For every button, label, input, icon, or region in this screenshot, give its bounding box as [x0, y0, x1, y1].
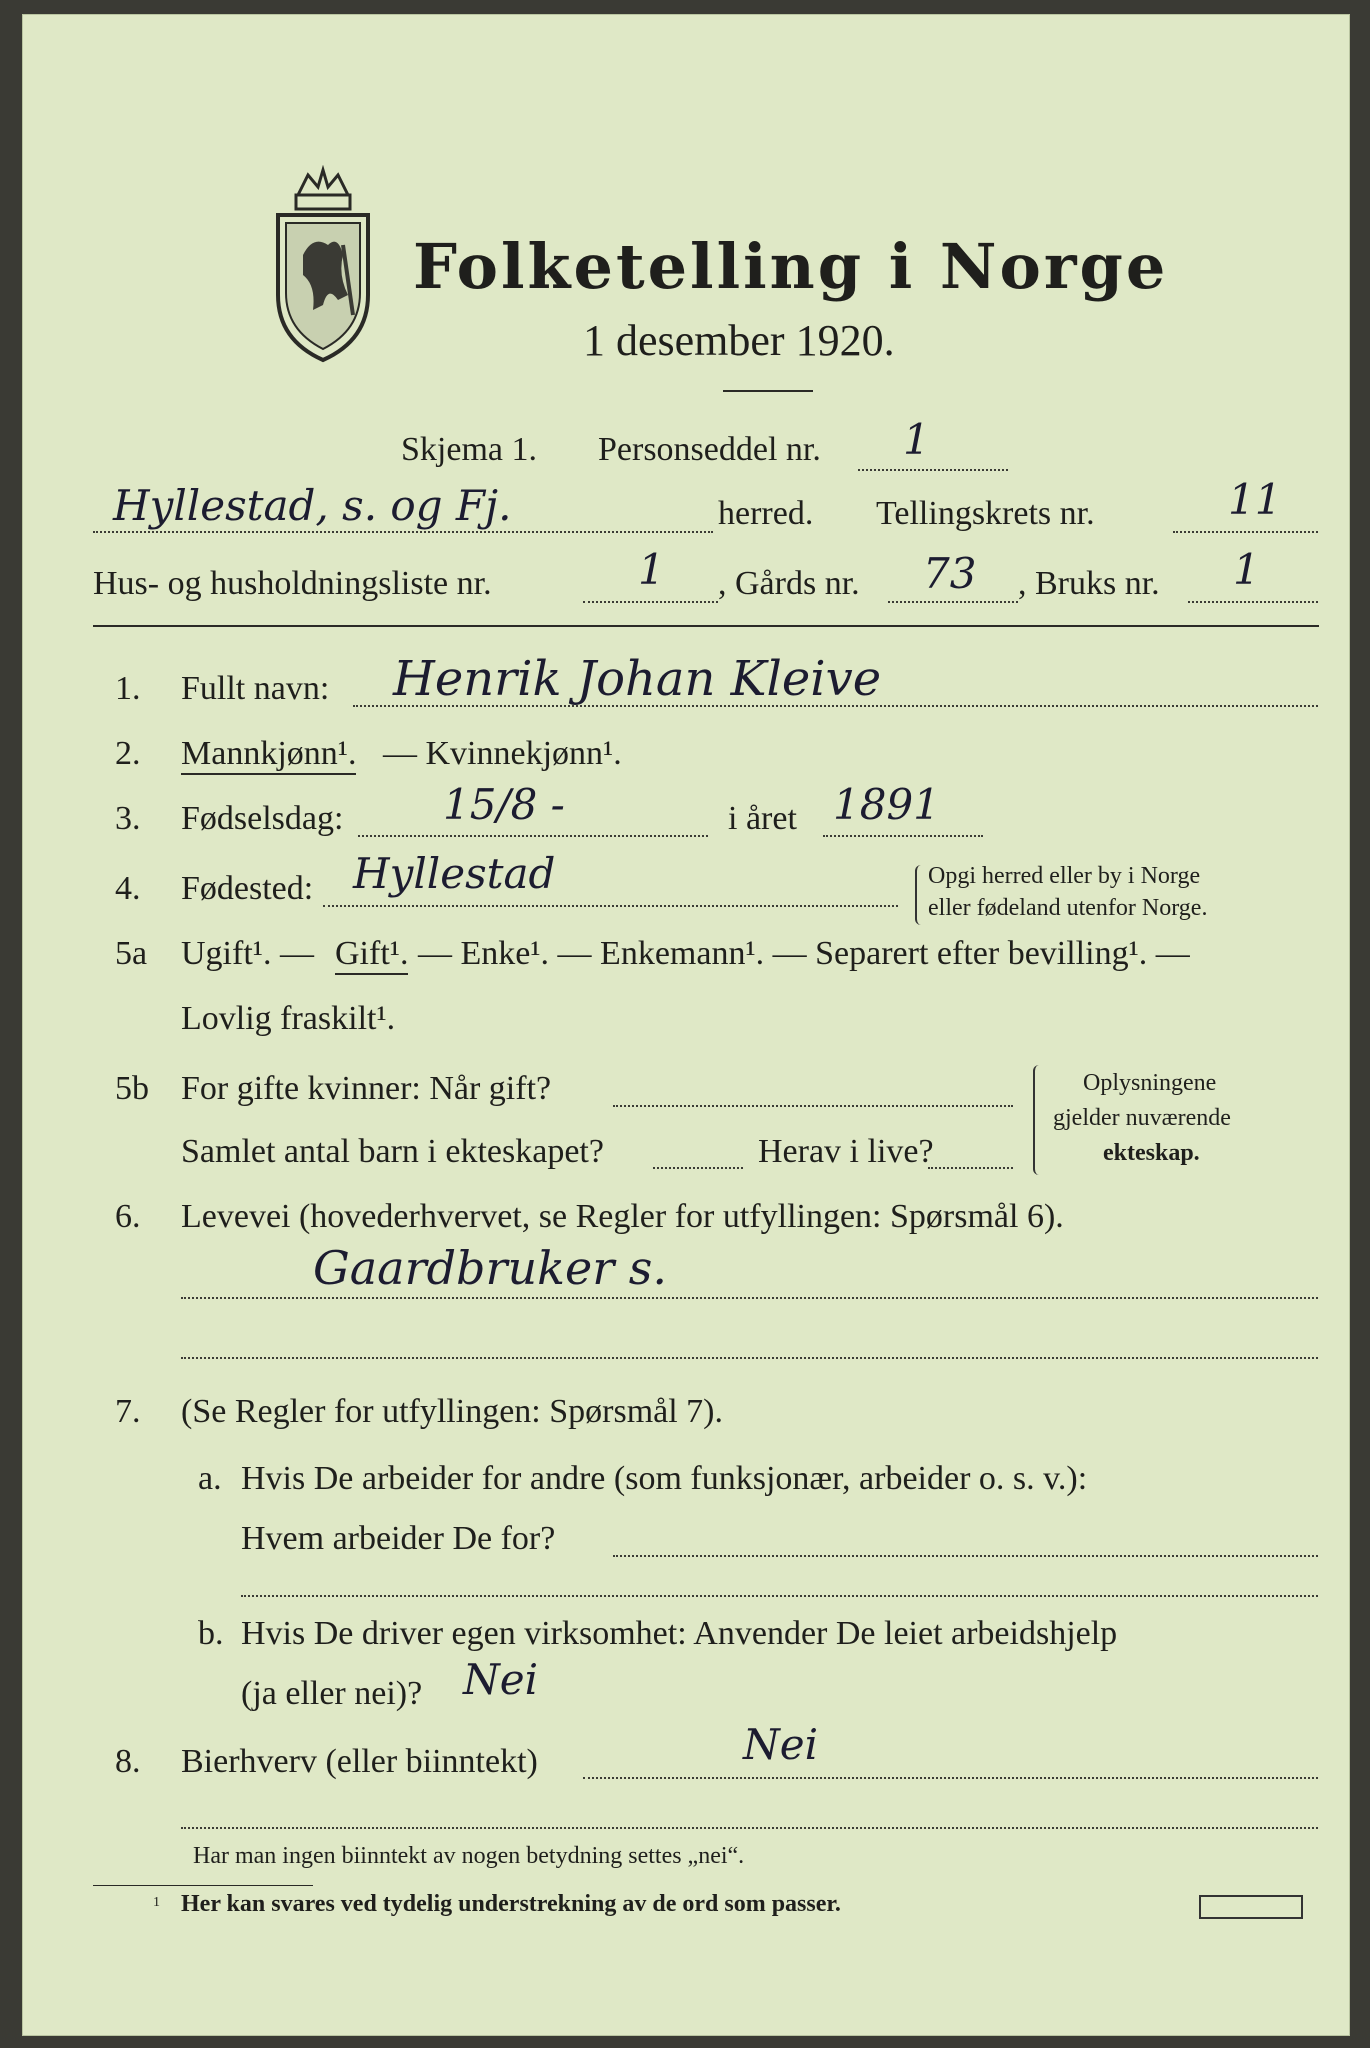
- census-form-sheet: [22, 14, 1350, 2036]
- q3-line: [358, 835, 708, 837]
- birthday-value: 15/8 -: [443, 780, 565, 829]
- printer-stamp-icon: [1199, 1895, 1303, 1919]
- q5b-number: 5b: [115, 1070, 149, 1107]
- q3-year-line: [823, 835, 983, 837]
- tellingskrets-label: Tellingskrets nr.: [876, 495, 1095, 532]
- q7b-label1: Hvis De driver egen virksomhet: Anvender De leiet arbeidshjelp: [241, 1615, 1118, 1652]
- q5b-married-line: [613, 1105, 1013, 1107]
- footer-note: Har man ingen biinntekt av nogen betydning settes „nei“.: [193, 1843, 745, 1869]
- q7b-label2: (ja eller nei)?: [241, 1675, 423, 1712]
- header-separator: [93, 625, 1319, 627]
- herred-line: [93, 531, 713, 533]
- q5a-gift-option: Gift¹.: [335, 935, 408, 975]
- q7-label: (Se Regler for utfyllingen: Spørsmål 7).: [181, 1393, 724, 1430]
- full-name-value: Henrik Johan Kleive: [393, 651, 882, 707]
- q5b-alive-label: Herav i live?: [758, 1133, 934, 1170]
- form-title: Folketelling i Norge: [413, 230, 1169, 303]
- personseddel-label: Personseddel nr.: [598, 431, 821, 468]
- q5b-note-bracket: [1033, 1065, 1043, 1175]
- q7a-label1: Hvis De arbeider for andre (som funksjonær, arbeider o. s. v.):: [241, 1460, 1088, 1497]
- q4-note-line1: Opgi herred eller by i Norge: [928, 863, 1201, 889]
- q8-line: [583, 1777, 1318, 1779]
- hus-label: Hus- og husholdningsliste nr.: [93, 565, 492, 602]
- q4-number: 4.: [115, 870, 141, 907]
- employs-help-value: Nei: [463, 1655, 539, 1704]
- title-divider: [723, 390, 813, 392]
- q5b-note-line3: ekteskap.: [1103, 1140, 1200, 1166]
- q5b-note-line1: Oplysningene: [1083, 1070, 1217, 1096]
- side-income-value: Nei: [743, 1720, 819, 1769]
- gards-line: [888, 601, 1018, 603]
- footnote-divider: [93, 1885, 313, 1886]
- norway-coat-of-arms-icon: [268, 165, 378, 365]
- personseddel-line: [858, 469, 1008, 471]
- q2-female-option: — Kvinnekjønn¹.: [383, 735, 622, 772]
- q5b-note-line2: gjelder nuværende: [1053, 1105, 1231, 1131]
- q5a-fraskilt-option: Lovlig fraskilt¹.: [181, 1000, 396, 1037]
- census-date: 1 desember 1920.: [583, 316, 895, 365]
- hus-value: 1: [638, 545, 665, 594]
- footnote-text: Her kan svares ved tydelig understrekning av de ord som passer.: [181, 1891, 841, 1917]
- herred-value: Hyllestad, s. og Fj.: [113, 481, 512, 530]
- tellingskrets-line: [1173, 531, 1318, 533]
- birth-year-value: 1891: [833, 780, 940, 829]
- q7a-line: [613, 1555, 1318, 1557]
- q6-line2: [181, 1357, 1318, 1359]
- footnote-mark: 1: [153, 1895, 160, 1910]
- q7a-label2: Hvem arbeider De for?: [241, 1520, 556, 1557]
- bruks-label: , Bruks nr.: [1018, 565, 1160, 602]
- q2-male-option: Mannkjønn¹.: [181, 735, 356, 775]
- q5b-children-line: [653, 1167, 743, 1169]
- q4-note-bracket: [915, 865, 923, 925]
- q7-number: 7.: [115, 1393, 141, 1430]
- q7b-letter: b.: [198, 1615, 224, 1652]
- birthplace-value: Hyllestad: [353, 849, 556, 898]
- occupation-value: Gaardbruker s.: [313, 1241, 668, 1295]
- q5b-married-label: For gifte kvinner: Når gift?: [181, 1070, 552, 1107]
- gards-label: , Gårds nr.: [718, 565, 860, 602]
- q6-label: Levevei (hovederhvervet, se Regler for utfyllingen: Spørsmål 6).: [181, 1198, 1064, 1235]
- q5b-children-label: Samlet antal barn i ekteskapet?: [181, 1133, 604, 1170]
- tellingskrets-value: 11: [1228, 475, 1282, 524]
- q5a-ugift-option: Ugift¹. —: [181, 935, 314, 972]
- q5b-alive-line: [928, 1167, 1013, 1169]
- q3-label: Fødselsdag:: [181, 800, 344, 837]
- q7a-letter: a.: [198, 1460, 222, 1497]
- personseddel-value: 1: [903, 415, 930, 464]
- bruks-line: [1188, 601, 1318, 603]
- q2-number: 2.: [115, 735, 141, 772]
- q5a-other-options: — Enke¹. — Enkemann¹. — Separert efter bevilling¹. —: [418, 935, 1190, 972]
- q1-label: Fullt navn:: [181, 670, 330, 707]
- q6-number: 6.: [115, 1198, 141, 1235]
- q1-number: 1.: [115, 670, 141, 707]
- q4-label: Fødested:: [181, 870, 314, 907]
- q8-label: Bierhverv (eller biinntekt): [181, 1743, 538, 1780]
- q4-note-line2: eller fødeland utenfor Norge.: [928, 895, 1208, 921]
- q8-line2: [181, 1827, 1318, 1829]
- q8-number: 8.: [115, 1743, 141, 1780]
- q5a-number: 5a: [115, 935, 148, 972]
- q7a-line2: [241, 1595, 1318, 1597]
- herred-label: herred.: [718, 495, 814, 532]
- skjema-label: Skjema 1.: [401, 431, 537, 468]
- gards-value: 73: [923, 549, 977, 598]
- bruks-value: 1: [1233, 545, 1260, 594]
- q3-year-label: i året: [728, 800, 797, 837]
- q4-line: [323, 905, 898, 907]
- q3-number: 3.: [115, 800, 141, 837]
- hus-line: [583, 601, 718, 603]
- q6-line1: [181, 1297, 1318, 1299]
